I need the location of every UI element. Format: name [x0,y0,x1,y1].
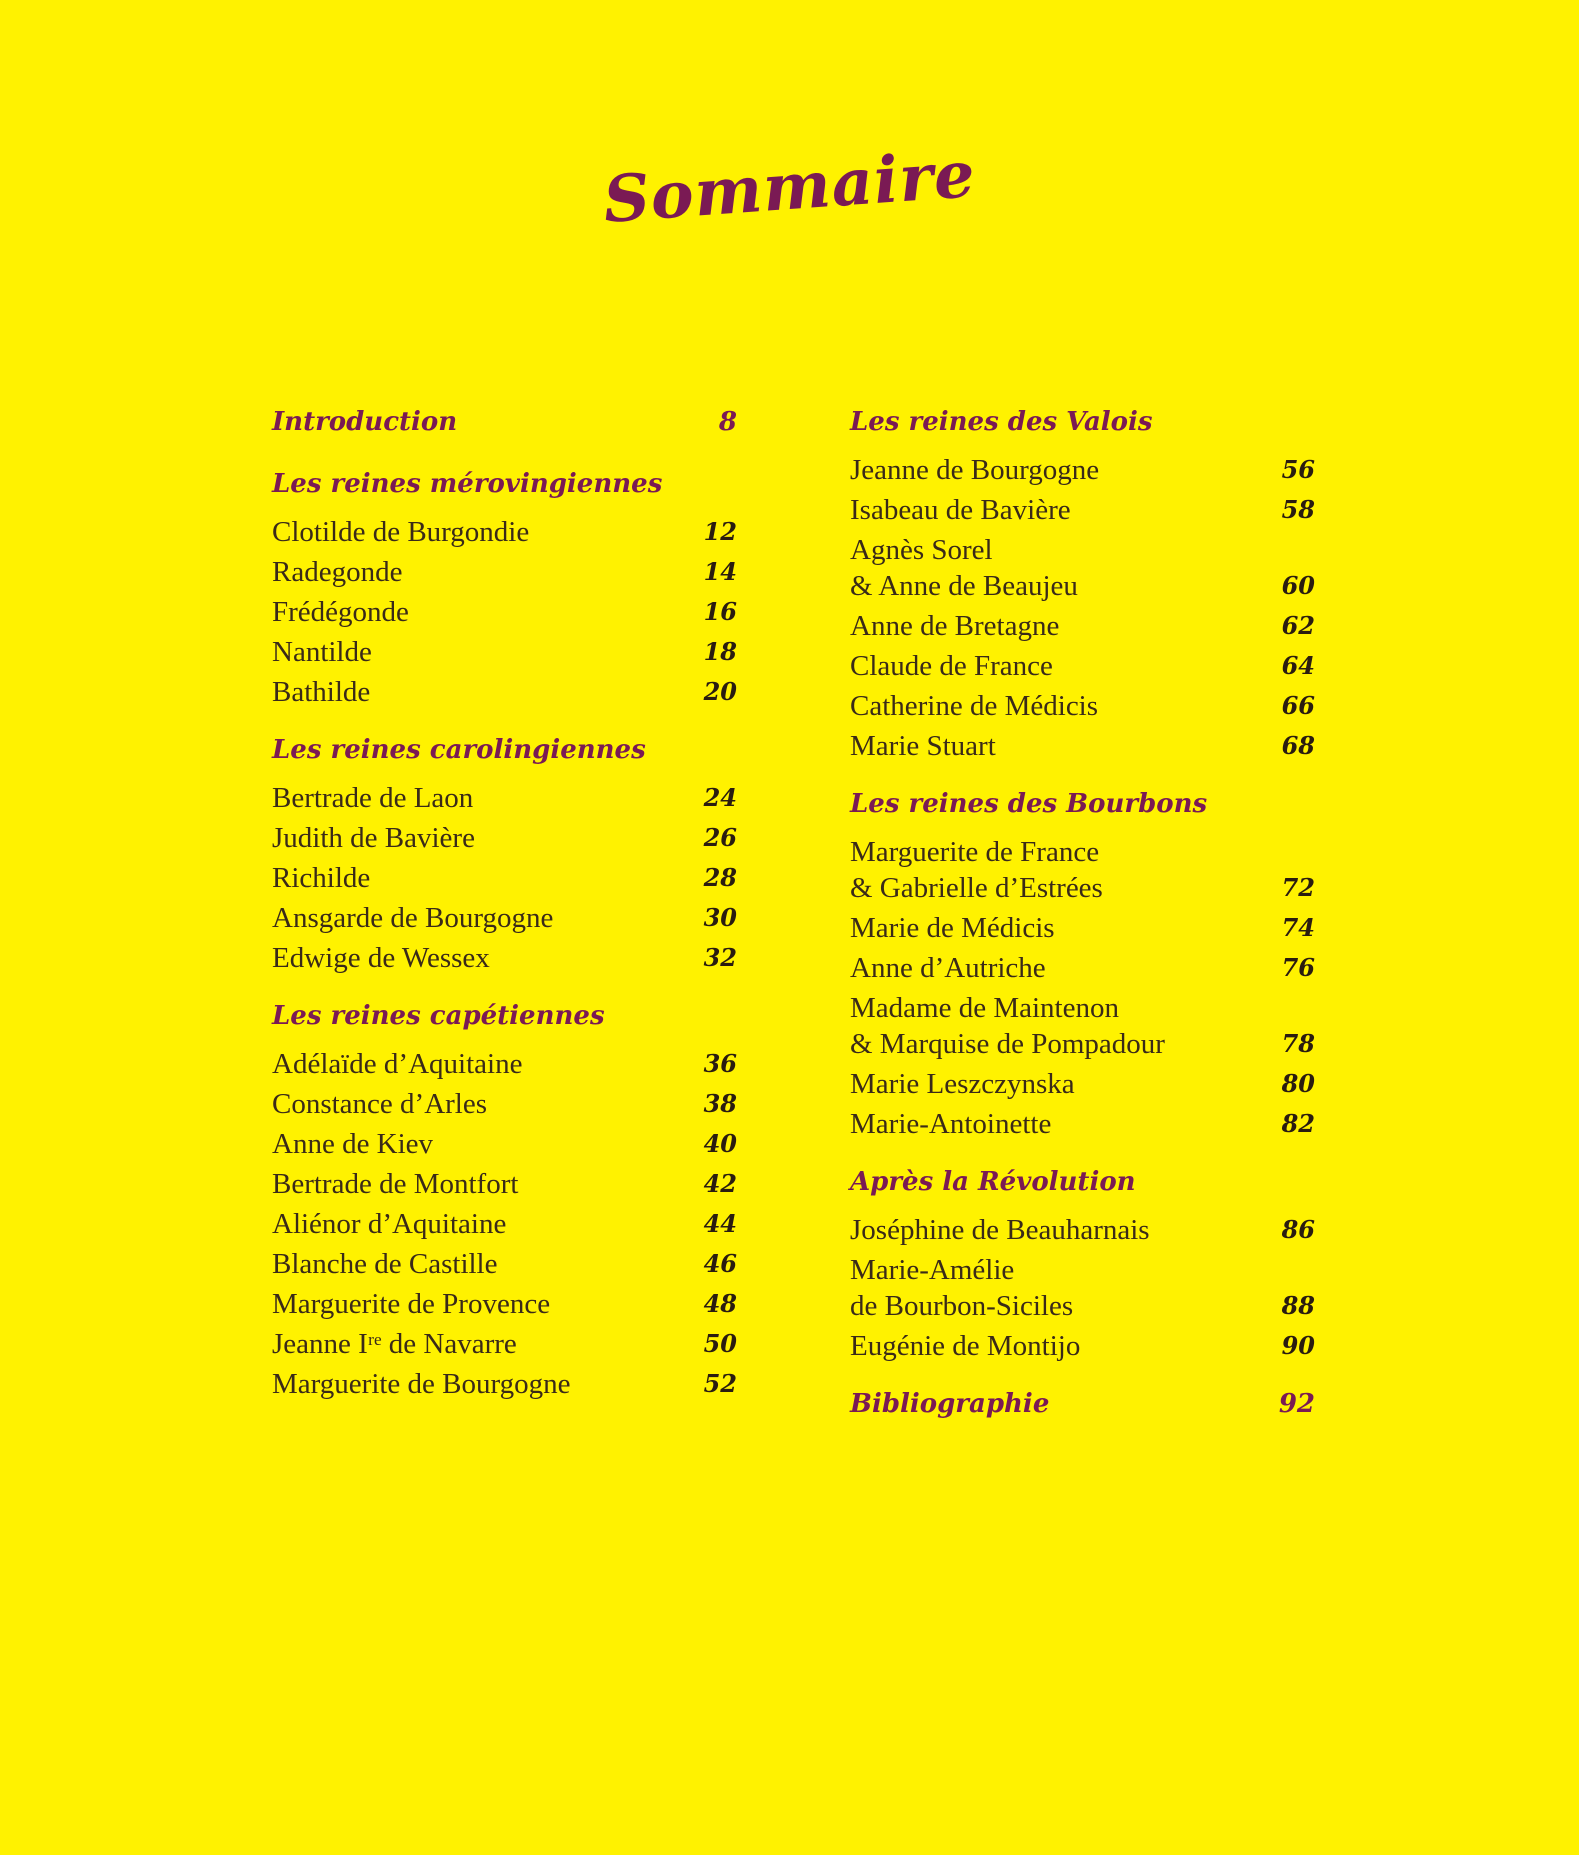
toc-entry-page: 44 [703,1209,737,1238]
toc-entry-page: 28 [703,863,737,892]
toc-entry-page: 16 [703,597,737,626]
toc-heading [272,994,737,1038]
toc-entry-name: Bertrade de Laon [272,782,474,814]
toc-entry-name: Anne de Bretagne [850,610,1060,642]
toc-entry[interactable] [272,1206,737,1242]
toc-entry-name: Agnès Sorel & Anne de Beaujeu [850,534,1078,602]
toc-heading-label: Après la Révolution [850,1167,1136,1197]
toc-entry[interactable] [850,1106,1315,1142]
toc-heading [272,728,737,772]
toc-entry[interactable] [272,594,737,630]
toc-section [850,1160,1315,1364]
toc-heading-page: 92 [1278,1389,1315,1419]
toc-entry-page: 46 [703,1249,737,1278]
toc-entry[interactable] [850,532,1315,604]
toc-entry-page: 82 [1281,1109,1315,1138]
toc-entry-name: Jeanne de Bourgogne [850,454,1100,486]
toc-entry[interactable] [850,648,1315,684]
toc-entry[interactable] [850,1066,1315,1102]
toc-entry-page: 50 [703,1329,737,1358]
toc-entry-page: 80 [1281,1069,1315,1098]
toc-entry[interactable] [272,940,737,976]
toc-heading[interactable] [850,1382,1315,1426]
toc-entry[interactable] [272,554,737,590]
toc-section [272,400,737,444]
toc-entry-page: 18 [703,637,737,666]
toc-entry-page: 40 [703,1129,737,1158]
toc-entry-page: 20 [703,677,737,706]
toc-entry-page: 48 [703,1289,737,1318]
toc-entry-name: Clotilde de Burgondie [272,516,530,548]
toc-heading [272,462,737,506]
toc-entry[interactable] [850,1252,1315,1324]
toc-entry-page: 90 [1281,1331,1315,1360]
toc-heading [850,400,1315,444]
toc-entry-name: Marie Stuart [850,730,996,762]
toc-entry-name: Anne de Kiev [272,1128,434,1160]
toc-heading-label: Les reines des Valois [850,407,1153,437]
toc-entry-page: 26 [703,823,737,852]
toc-entry-name: Marie de Médicis [850,912,1055,944]
toc-heading-label: Introduction [272,407,458,437]
toc-entry[interactable] [272,1166,737,1202]
toc-entry-name: Marguerite de Bourgogne [272,1368,571,1400]
toc-entry-page: 74 [1281,913,1315,942]
toc-entry-name: Joséphine de Beauharnais [850,1214,1150,1246]
toc-entry[interactable] [272,1286,737,1322]
toc-entry-name: Claude de France [850,650,1053,682]
toc-entry[interactable] [850,452,1315,488]
toc-entry-name: Richilde [272,862,371,894]
toc-entry[interactable] [272,820,737,856]
toc-entry[interactable] [850,492,1315,528]
toc-entry-name: Adélaïde d’Aquitaine [272,1048,523,1080]
toc-entry-name: Nantilde [272,636,372,668]
toc-entry[interactable] [272,514,737,550]
toc-entry-name: Judith de Bavière [272,822,475,854]
toc-entry[interactable] [850,688,1315,724]
toc-column-left [272,400,737,1420]
toc-entry[interactable] [850,990,1315,1062]
toc-entry[interactable] [272,1126,737,1162]
toc-entry[interactable] [272,1086,737,1122]
toc-entry-page: 38 [703,1089,737,1118]
toc-entry-name: Eugénie de Montijo [850,1330,1081,1362]
toc-entry-page: 52 [703,1369,737,1398]
toc-entry[interactable] [272,1046,737,1082]
toc-entry[interactable] [272,634,737,670]
toc-entry-page: 66 [1281,691,1315,720]
toc-entry[interactable] [272,1366,737,1402]
toc-entry-page: 78 [1281,1029,1315,1058]
toc-entry-name: Jeanne Iʳᵉ de Navarre [272,1328,517,1360]
toc-entry[interactable] [850,834,1315,906]
toc-section [850,782,1315,1142]
toc-section [850,400,1315,764]
toc-entry-page: 86 [1281,1215,1315,1244]
toc-entry-name: Marguerite de France & Gabrielle d’Estrées [850,836,1103,904]
toc-entry[interactable] [272,674,737,710]
toc-entry-name: Constance d’Arles [272,1088,488,1120]
toc-entry-name: Madame de Maintenon & Marquise de Pompadour [850,992,1165,1060]
toc-section [272,728,737,976]
toc-entry-page: 56 [1281,455,1315,484]
toc-entry-name: Ansgarde de Bourgogne [272,902,554,934]
toc-section [272,462,737,710]
toc-heading [850,1160,1315,1204]
toc-entry[interactable] [272,900,737,936]
toc-entry-name: Isabeau de Bavière [850,494,1071,526]
toc-entry-page: 12 [703,517,737,546]
toc-entry-name: Marie-Antoinette [850,1108,1052,1140]
toc-heading-label: Les reines mérovingiennes [272,469,663,499]
toc-entry-page: 14 [703,557,737,586]
toc-entry-name: Radegonde [272,556,403,588]
toc-entry-page: 60 [1281,571,1315,600]
toc-entry-name: Marie Leszczynska [850,1068,1075,1100]
toc-entry-page: 62 [1281,611,1315,640]
toc-heading-label: Les reines des Bourbons [850,789,1208,819]
toc-entry-name: Catherine de Médicis [850,690,1099,722]
toc-entry[interactable] [272,780,737,816]
toc-heading-label: Les reines carolingiennes [272,735,646,765]
toc-entry[interactable] [850,728,1315,764]
toc-entry-page: 58 [1281,495,1315,524]
toc-entry-name: Bathilde [272,676,371,708]
toc-entry[interactable] [850,608,1315,644]
toc-section [272,994,737,1402]
toc-entry-page: 30 [703,903,737,932]
toc-column-right [850,400,1315,1444]
toc-section [850,1382,1315,1426]
toc-entry-name: Anne d’Autriche [850,952,1046,984]
toc-heading-label: Les reines capétiennes [272,1001,605,1031]
toc-entry-page: 72 [1281,873,1315,902]
toc-entry-page: 76 [1281,953,1315,982]
toc-entry[interactable] [850,1212,1315,1248]
toc-entry-page: 42 [703,1169,737,1198]
toc-heading-label: Bibliographie [850,1389,1050,1419]
page-title: Sommaire [601,137,978,238]
toc-entry[interactable] [850,910,1315,946]
toc-entry-page: 24 [703,783,737,812]
toc-entry-page: 88 [1281,1291,1315,1320]
toc-entry[interactable] [850,1328,1315,1364]
toc-entry-name: Bertrade de Montfort [272,1168,519,1200]
toc-entry[interactable] [272,1246,737,1282]
toc-heading[interactable] [272,400,737,444]
toc-entry-page: 68 [1281,731,1315,760]
toc-entry-name: Marie-Amélie de Bourbon-Siciles [850,1254,1074,1322]
toc-entry-name: Frédégonde [272,596,409,628]
toc-heading [850,782,1315,826]
toc-entry-name: Edwige de Wessex [272,942,490,974]
toc-entry[interactable] [272,860,737,896]
toc-entry-name: Aliénor d’Aquitaine [272,1208,507,1240]
toc-entry-page: 32 [703,943,737,972]
toc-entry-page: 64 [1281,651,1315,680]
toc-entry[interactable] [272,1326,737,1362]
toc-entry[interactable] [850,950,1315,986]
toc-entry-page: 36 [703,1049,737,1078]
toc-entry-name: Marguerite de Provence [272,1288,551,1320]
toc-heading-page: 8 [718,407,737,437]
toc-entry-name: Blanche de Castille [272,1248,498,1280]
